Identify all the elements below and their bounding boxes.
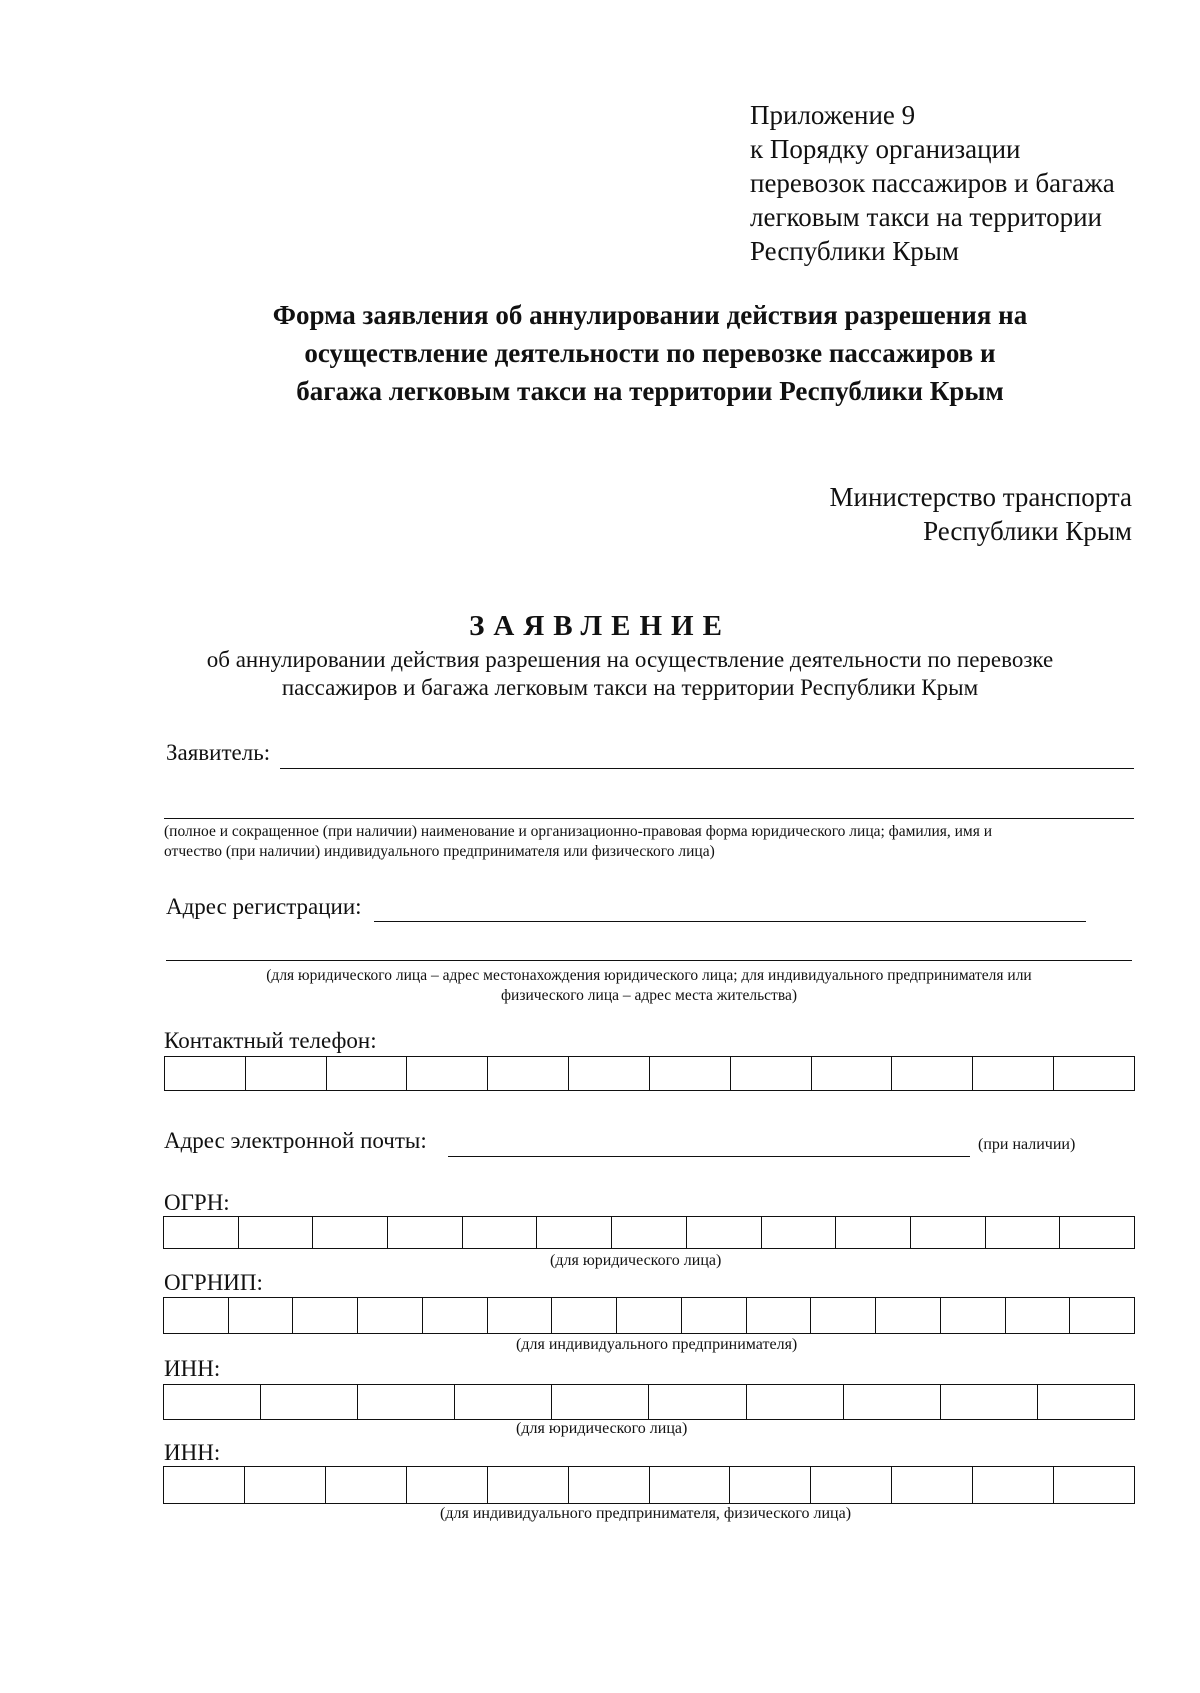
form-title-line: Форма заявления об аннулировании действия разрешения на <box>272 300 1028 330</box>
addressee-line: Республики Крым <box>923 516 1132 546</box>
annex-line: Республики Крым <box>750 236 959 266</box>
inn-legal-cells[interactable] <box>163 1384 1135 1420</box>
applicant-input-line-2[interactable] <box>164 818 1134 819</box>
ogrnip-cell[interactable] <box>1070 1298 1134 1333</box>
ogrn-cell[interactable] <box>537 1217 612 1248</box>
inn-individual-cell[interactable] <box>730 1467 811 1503</box>
ogrnip-cell[interactable] <box>1006 1298 1071 1333</box>
ogrn-cell[interactable] <box>762 1217 837 1248</box>
ogrn-cell[interactable] <box>986 1217 1061 1248</box>
inn-individual-label: ИНН: <box>164 1440 221 1465</box>
inn-individual-cell[interactable] <box>326 1467 407 1503</box>
inn-individual-cell[interactable] <box>1054 1467 1134 1503</box>
ogrnip-label: ОГРНИП: <box>164 1270 263 1295</box>
ogrnip-cell[interactable] <box>423 1298 488 1333</box>
ogrnip-cell[interactable] <box>164 1298 229 1333</box>
document-heading: ЗАЯВЛЕНИЕ <box>469 610 731 642</box>
inn-individual-cell[interactable] <box>569 1467 650 1503</box>
ogrnip-cell[interactable] <box>229 1298 294 1333</box>
ogrnip-cell[interactable] <box>747 1298 812 1333</box>
ogrn-cell[interactable] <box>164 1217 239 1248</box>
addressee-line: Министерство транспорта <box>829 482 1132 512</box>
ogrnip-cell[interactable] <box>876 1298 941 1333</box>
registration-address-input-line-2[interactable] <box>166 960 1132 961</box>
ogrnip-cell[interactable] <box>358 1298 423 1333</box>
inn-individual-cell[interactable] <box>407 1467 488 1503</box>
form-title-line: осуществление деятельности по перевозке пассажиров и <box>304 338 996 368</box>
document-subtitle-line: об аннулировании действия разрешения на осуществление деятельности по перевозке <box>206 647 1054 672</box>
addressee-block <box>700 480 1132 548</box>
ogrn-cell[interactable] <box>239 1217 314 1248</box>
inn-legal-cell[interactable] <box>649 1385 746 1419</box>
phone-cell[interactable] <box>569 1057 650 1090</box>
inn-legal-cell[interactable] <box>455 1385 552 1419</box>
applicant-hint-line: отчество (при наличии) индивидуального предпринимателя или физического лица) <box>164 843 715 860</box>
annex-line: к Порядку организации <box>750 134 1021 164</box>
registration-address-hint <box>164 966 1134 1006</box>
inn-legal-cell[interactable] <box>261 1385 358 1419</box>
phone-cell[interactable] <box>973 1057 1054 1090</box>
inn-individual-cell[interactable] <box>650 1467 731 1503</box>
inn-legal-label: ИНН: <box>164 1356 221 1381</box>
ogrn-cell[interactable] <box>463 1217 538 1248</box>
ogrn-hint: (для юридического лица) <box>550 1252 722 1269</box>
registration-address-hint-line: физического лица – адрес места жительства) <box>501 987 797 1004</box>
ogrnip-cell[interactable] <box>293 1298 358 1333</box>
inn-legal-hint: (для юридического лица) <box>516 1420 688 1437</box>
ogrnip-cells[interactable] <box>163 1297 1135 1334</box>
annex-block <box>750 98 1115 268</box>
applicant-hint <box>164 822 992 862</box>
phone-cell[interactable] <box>650 1057 731 1090</box>
phone-cell[interactable] <box>327 1057 408 1090</box>
form-title-line: багажа легковым такси на территории Республики Крым <box>296 376 1004 406</box>
applicant-input-line[interactable] <box>280 768 1134 769</box>
email-note: (при наличии) <box>978 1136 1076 1153</box>
ogrnip-cell[interactable] <box>617 1298 682 1333</box>
ogrn-cell[interactable] <box>687 1217 762 1248</box>
ogrnip-cell[interactable] <box>552 1298 617 1333</box>
inn-legal-cell[interactable] <box>844 1385 941 1419</box>
form-title <box>100 296 1200 410</box>
inn-legal-cell[interactable] <box>747 1385 844 1419</box>
email-input-line[interactable] <box>448 1156 970 1157</box>
phone-cell[interactable] <box>731 1057 812 1090</box>
inn-individual-cell[interactable] <box>811 1467 892 1503</box>
phone-cell[interactable] <box>246 1057 327 1090</box>
ogrnip-cell[interactable] <box>682 1298 747 1333</box>
phone-cell[interactable] <box>892 1057 973 1090</box>
annex-line: легковым такси на территории <box>750 202 1103 232</box>
email-label: Адрес электронной почты: <box>164 1128 427 1153</box>
document-subtitle <box>150 646 1110 702</box>
inn-individual-hint: (для индивидуального предпринимателя, физического лица) <box>440 1505 852 1522</box>
ogrnip-hint: (для индивидуального предпринимателя) <box>516 1336 798 1353</box>
inn-individual-cell[interactable] <box>488 1467 569 1503</box>
inn-individual-cell[interactable] <box>892 1467 973 1503</box>
applicant-label: Заявитель: <box>166 740 271 765</box>
ogrn-cell[interactable] <box>612 1217 687 1248</box>
ogrn-cell[interactable] <box>836 1217 911 1248</box>
ogrn-cell[interactable] <box>1060 1217 1134 1248</box>
ogrnip-cell[interactable] <box>488 1298 553 1333</box>
registration-address-label: Адрес регистрации: <box>166 894 362 919</box>
inn-individual-cell[interactable] <box>973 1467 1054 1503</box>
inn-individual-cells[interactable] <box>163 1466 1135 1504</box>
registration-address-input-line[interactable] <box>374 921 1086 922</box>
ogrn-cell[interactable] <box>313 1217 388 1248</box>
inn-legal-cell[interactable] <box>1038 1385 1134 1419</box>
annex-line: Приложение 9 <box>750 100 916 130</box>
phone-cells[interactable] <box>164 1056 1135 1091</box>
ogrn-cell[interactable] <box>388 1217 463 1248</box>
ogrn-cells[interactable] <box>163 1216 1135 1249</box>
document-subtitle-line: пассажиров и багажа легковым такси на территории Республики Крым <box>281 675 979 700</box>
inn-legal-cell[interactable] <box>358 1385 455 1419</box>
ogrn-label: ОГРН: <box>164 1190 230 1215</box>
phone-cell[interactable] <box>165 1057 246 1090</box>
inn-legal-cell[interactable] <box>164 1385 261 1419</box>
phone-label: Контактный телефон: <box>164 1028 377 1053</box>
inn-individual-cell[interactable] <box>245 1467 326 1503</box>
inn-legal-cell[interactable] <box>552 1385 649 1419</box>
phone-cell[interactable] <box>488 1057 569 1090</box>
applicant-hint-line: (полное и сокращенное (при наличии) наименование и организационно-правовая форма юридического лица; фамилия, имя и <box>164 823 993 840</box>
ogrn-cell[interactable] <box>911 1217 986 1248</box>
registration-address-hint-line: (для юридического лица – адрес местонахождения юридического лица; для индивидуального предпринимателя или <box>266 967 1032 984</box>
inn-individual-cell[interactable] <box>164 1467 245 1503</box>
phone-cell[interactable] <box>1054 1057 1134 1090</box>
ogrnip-cell[interactable] <box>941 1298 1006 1333</box>
ogrnip-cell[interactable] <box>811 1298 876 1333</box>
phone-cell[interactable] <box>812 1057 893 1090</box>
phone-cell[interactable] <box>407 1057 488 1090</box>
annex-line: перевозок пассажиров и багажа <box>750 168 1115 198</box>
inn-legal-cell[interactable] <box>941 1385 1038 1419</box>
